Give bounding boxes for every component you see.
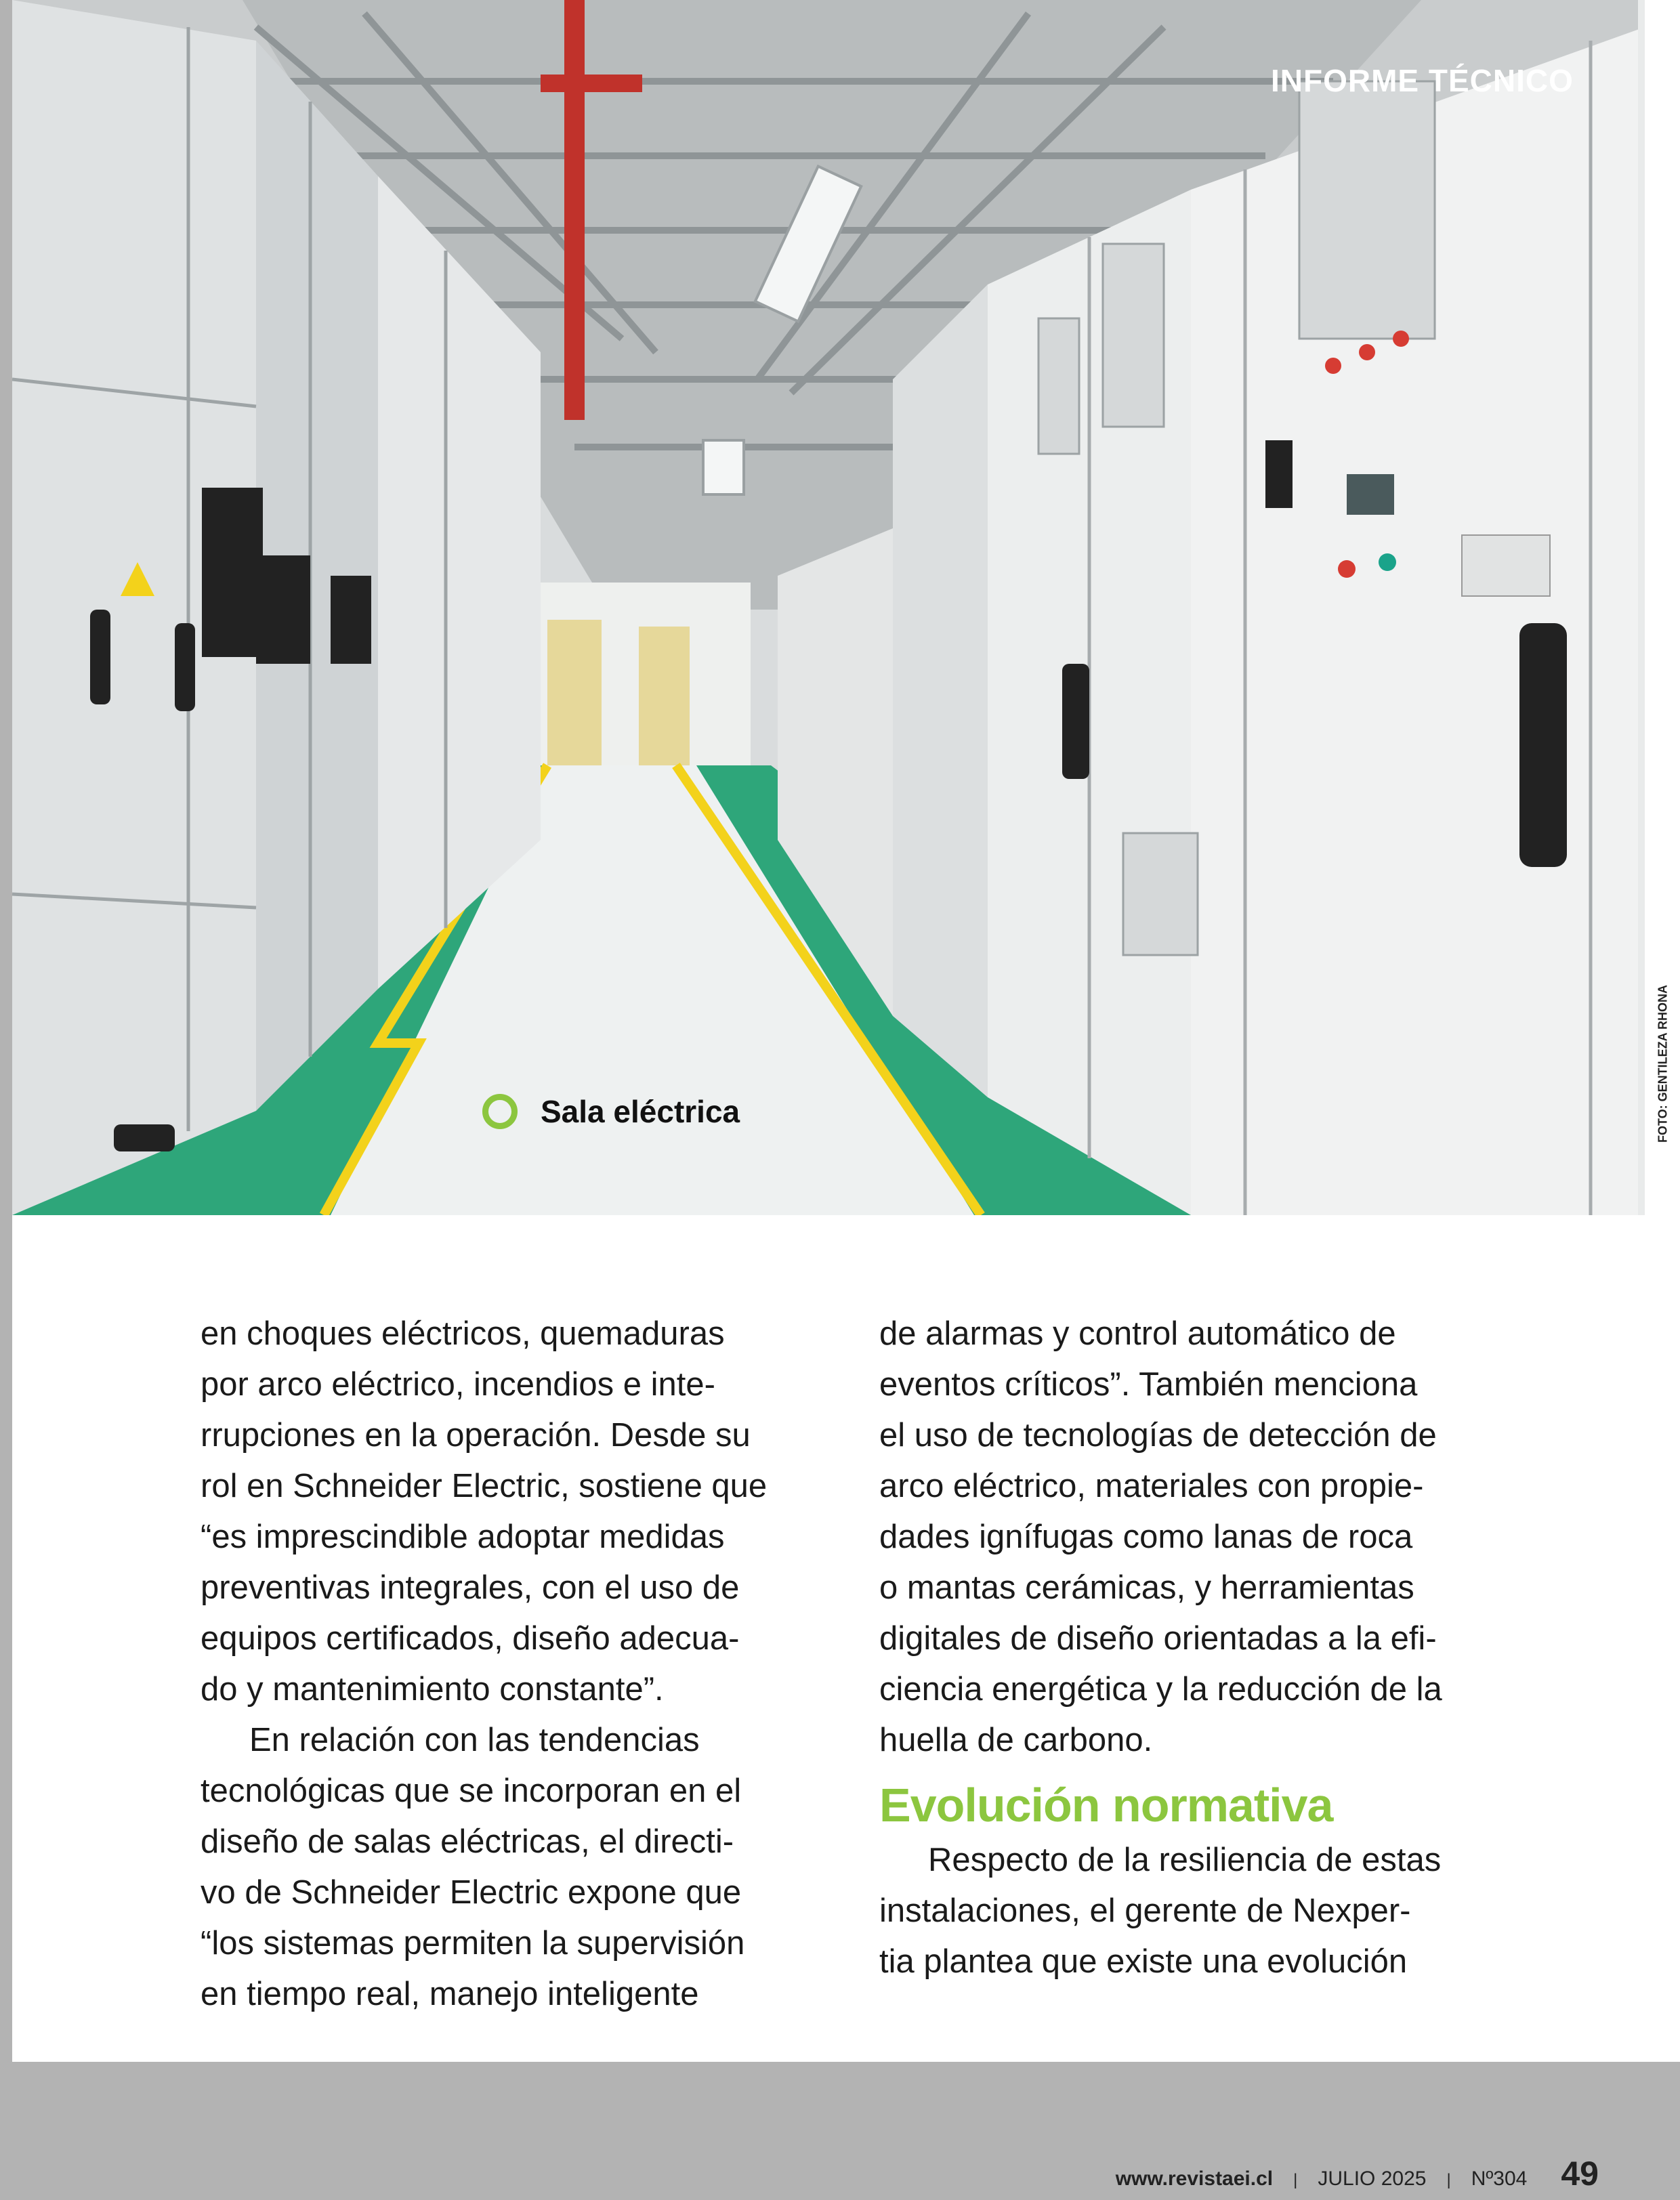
- page-footer: [1116, 2154, 1599, 2193]
- subheading: Evolución normativa: [879, 1779, 1333, 1832]
- text-line: “es imprescindible adoptar medidas: [201, 1519, 725, 1555]
- text-line: dades ignífugas como lanas de roca: [879, 1519, 1413, 1555]
- paragraph: [201, 1309, 851, 1715]
- text-line: tia plantea que existe una evolución: [879, 1943, 1408, 1980]
- text-line: tecnológicas que se incorporan en el: [201, 1773, 742, 1809]
- text-line: digitales de diseño orientadas a la efi-: [879, 1620, 1437, 1657]
- footer-separator: |: [1446, 2171, 1451, 2189]
- text-line: el uso de tecnologías de detección de: [879, 1417, 1437, 1454]
- electrical-room-illustration: [12, 0, 1645, 1215]
- footer-url[interactable]: www.revistaei.cl: [1115, 2167, 1274, 2190]
- caption-text: Sala eléctrica: [541, 1094, 740, 1129]
- text-line: instalaciones, el gerente de Nexper-: [879, 1892, 1411, 1929]
- electrical-room-photo: [12, 0, 1645, 1215]
- text-line: huella de carbono.: [879, 1722, 1153, 1758]
- text-line: de alarmas y control automático de: [879, 1315, 1396, 1352]
- page-number: 49: [1561, 2155, 1599, 2193]
- caption-bullet-icon: [482, 1094, 518, 1129]
- footer-issue: Nº304: [1471, 2167, 1528, 2190]
- footer-separator: |: [1293, 2171, 1298, 2189]
- text-line: diseño de salas eléctricas, el directi-: [201, 1823, 734, 1860]
- text-line: en tiempo real, manejo inteligente: [201, 1976, 699, 2012]
- article-column-right: [879, 1309, 1530, 1987]
- paragraph: [201, 1715, 851, 2020]
- photo-caption: [482, 1093, 740, 1130]
- text-line: vo de Schneider Electric expone que: [201, 1874, 742, 1911]
- text-line: o mantas cerámicas, y herramientas: [879, 1569, 1414, 1606]
- paragraph: [879, 1835, 1530, 1987]
- magazine-page: [12, 0, 1680, 2062]
- photo-credit: [1646, 985, 1680, 1151]
- text-line: rol en Schneider Electric, sostiene que: [201, 1468, 768, 1504]
- footer-date: JULIO 2025: [1318, 2167, 1427, 2190]
- text-line: arco eléctrico, materiales con propie-: [879, 1468, 1424, 1504]
- text-line: do y mantenimiento constante”.: [201, 1671, 664, 1708]
- paragraph: [879, 1309, 1530, 1766]
- text-line: ciencia energética y la reducción de la: [879, 1671, 1442, 1708]
- text-line: equipos certificados, diseño adecua-: [201, 1620, 740, 1657]
- photo-credit-text: FOTO: GENTILEZA RHONA: [1656, 985, 1670, 1143]
- text-line: “los sistemas permiten la supervisión: [201, 1925, 745, 1962]
- text-line: Respecto de la resiliencia de estas: [928, 1842, 1442, 1878]
- section-label: INFORME TÉCNICO: [1271, 63, 1574, 98]
- text-line: eventos críticos”. También menciona: [879, 1366, 1418, 1403]
- article-column-left: [201, 1309, 851, 2020]
- text-line: por arco eléctrico, incendios e inte-: [201, 1366, 715, 1403]
- text-line: en choques eléctricos, quemaduras: [201, 1315, 725, 1352]
- text-line: preventivas integrales, con el uso de: [201, 1569, 740, 1606]
- text-line: En relación con las tendencias: [249, 1722, 700, 1758]
- text-line: rrupciones en la operación. Desde su: [201, 1417, 751, 1454]
